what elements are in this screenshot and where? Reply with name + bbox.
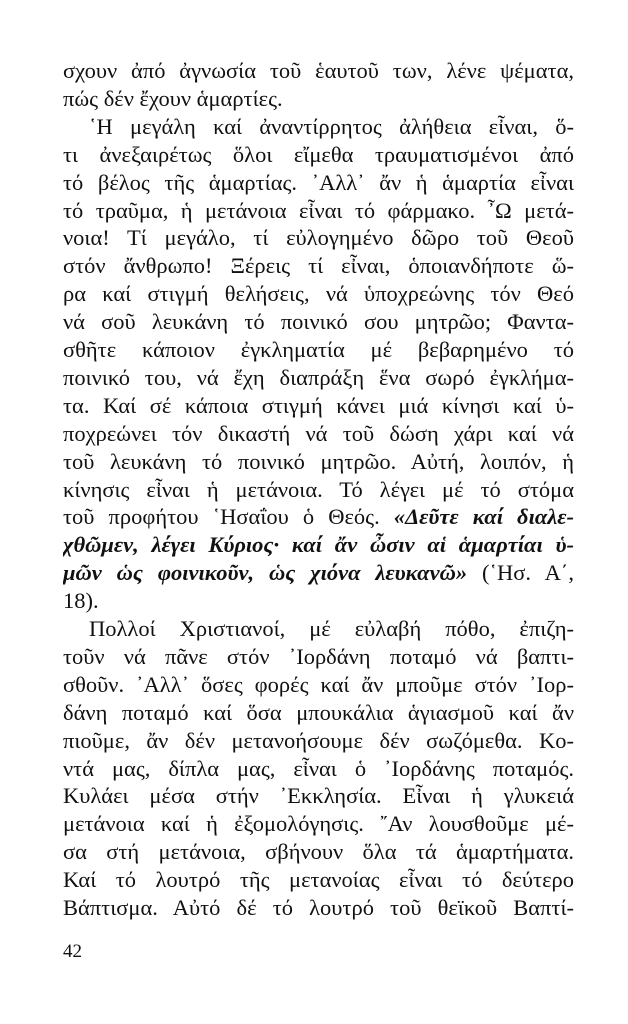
text-line: τό βέλος τῆς ἁμαρτίας. ᾿Αλλ᾿ ἄν ἡ ἁμαρτία εἶναι [63, 169, 574, 195]
text-line: Βάπτισμα. Αὐτό δέ τό λουτρό τοῦ θεϊκοῦ Βαπτί- [63, 895, 574, 920]
text-line: τό τραῦμα, ἡ μετάνοια εἶναι τό φάρμακο. ῏Ω μετά- [63, 197, 574, 223]
scripture-reference: (῾Ησ. Α΄, [467, 560, 574, 586]
text-line: δάνη ποταμό καί ὅσα μπουκάλια ἁγιασμοῦ καί ἄν [63, 699, 574, 725]
text-line: τοῦ προφήτου ῾Ησαΐου ὁ Θεός. «Δεῦτε καί διαλε- [63, 504, 574, 530]
text-line: κίνησις εἶναι ἡ μετάνοια. Τό λέγει μέ τό στόμα [63, 476, 574, 502]
text-line: τοῦν νά πᾶνε στόν ᾿Ιορδάνη ποταμό νά βαπτι- [63, 643, 574, 669]
text-line: τι ἀνεξαιρέτως ὅλοι εἴμεθα τραυματισμένοι ἀπό [63, 141, 574, 167]
page-number: 42 [63, 941, 82, 962]
scripture-quote: χθῶμεν, λέγει Κύριος· καί ἄν ὦσιν αἱ ἁμαρτίαι ὑ- [63, 532, 574, 558]
text-line: ντά μας, δίπλα μας, εἶναι ὁ ᾿Ιορδάνης ποταμός. [63, 755, 574, 781]
text-line: ποινικό του, νά ἔχη διαπράξη ἕνα σωρό ἐγκλήμα- [63, 364, 574, 390]
text-line: νά σοῦ λευκάνη τό ποινικό σου μητρῶο; Φαντα- [63, 309, 574, 335]
scripture-quote: μῶν ὡς φοινικοῦν, ὡς χιόνα λευκανῶ» [63, 560, 468, 586]
text-line: σα στή μετάνοια, σβήνουν ὅλα τά ἁμαρτήματα. [63, 839, 574, 865]
text-line: στόν ἄνθρωπο! Ξέρεις τί εἶναι, ὁποιανδήποτε ὥ- [63, 253, 574, 279]
text-line: Καί τό λουτρό τῆς μετανοίας εἶναι τό δεύτερο [63, 867, 574, 893]
scripture-quote: «Δεῦτε καί διαλε- [393, 504, 574, 530]
text-line: Πολλοί Χριστιανοί, μέ εὐλαβή πόθο, ἐπιζη- [89, 616, 574, 641]
text-line: σχουν ἀπό ἀγνωσία τοῦ ἑαυτοῦ των, λένε ψέματα, [63, 58, 574, 83]
text-line: νοια! Τί μεγάλο, τί εὐλογημένο δῶρο τοῦ Θεοῦ [63, 225, 574, 251]
text-line: ῾Η μεγάλη καί ἀναντίρρητος ἀλήθεια εἶναι, ὅ- [89, 113, 574, 139]
text-line: τοῦ λευκάνη τό ποινικό μητρῶο. Αὐτή, λοιπόν, ἡ [63, 448, 574, 474]
text-line: τα. Καί σέ κάποια στιγμή κάνει μιά κίνησι καί ὑ- [63, 392, 574, 418]
text-line: 18). [63, 588, 99, 614]
text-line: πιοῦμε, ἄν δέν μετανοήσουμε δέν σωζόμεθα. Κο- [63, 727, 574, 753]
text-line: Κυλάει μέσα στήν ᾿Εκκλησία. Εἶναι ἡ γλυκειά [63, 783, 574, 809]
text-line: σθῆτε κάποιον ἐγκληματία μέ βεβαρημένο τό [63, 337, 574, 362]
text-line: πώς δέν ἔχουν ἁμαρτίες. [63, 85, 283, 111]
text-line [63, 531, 574, 559]
text-line: μετάνοια καί ἡ ἐξομολόγησις. ῎Αν λουσθοῦμε μέ- [63, 811, 574, 837]
text-line: σθοῦν. ᾿Αλλ᾿ ὅσες φορές καί ἄν μποῦμε στόν ᾿Ιορ- [63, 671, 574, 697]
text-line: ρα καί στιγμή θελήσεις, νά ὑποχρεώνης τόν Θεό [63, 281, 574, 307]
text-line: ποχρεώνει τόν δικαστή νά τοῦ δώση χάρι καί νά [63, 420, 574, 446]
text-line [63, 559, 574, 587]
